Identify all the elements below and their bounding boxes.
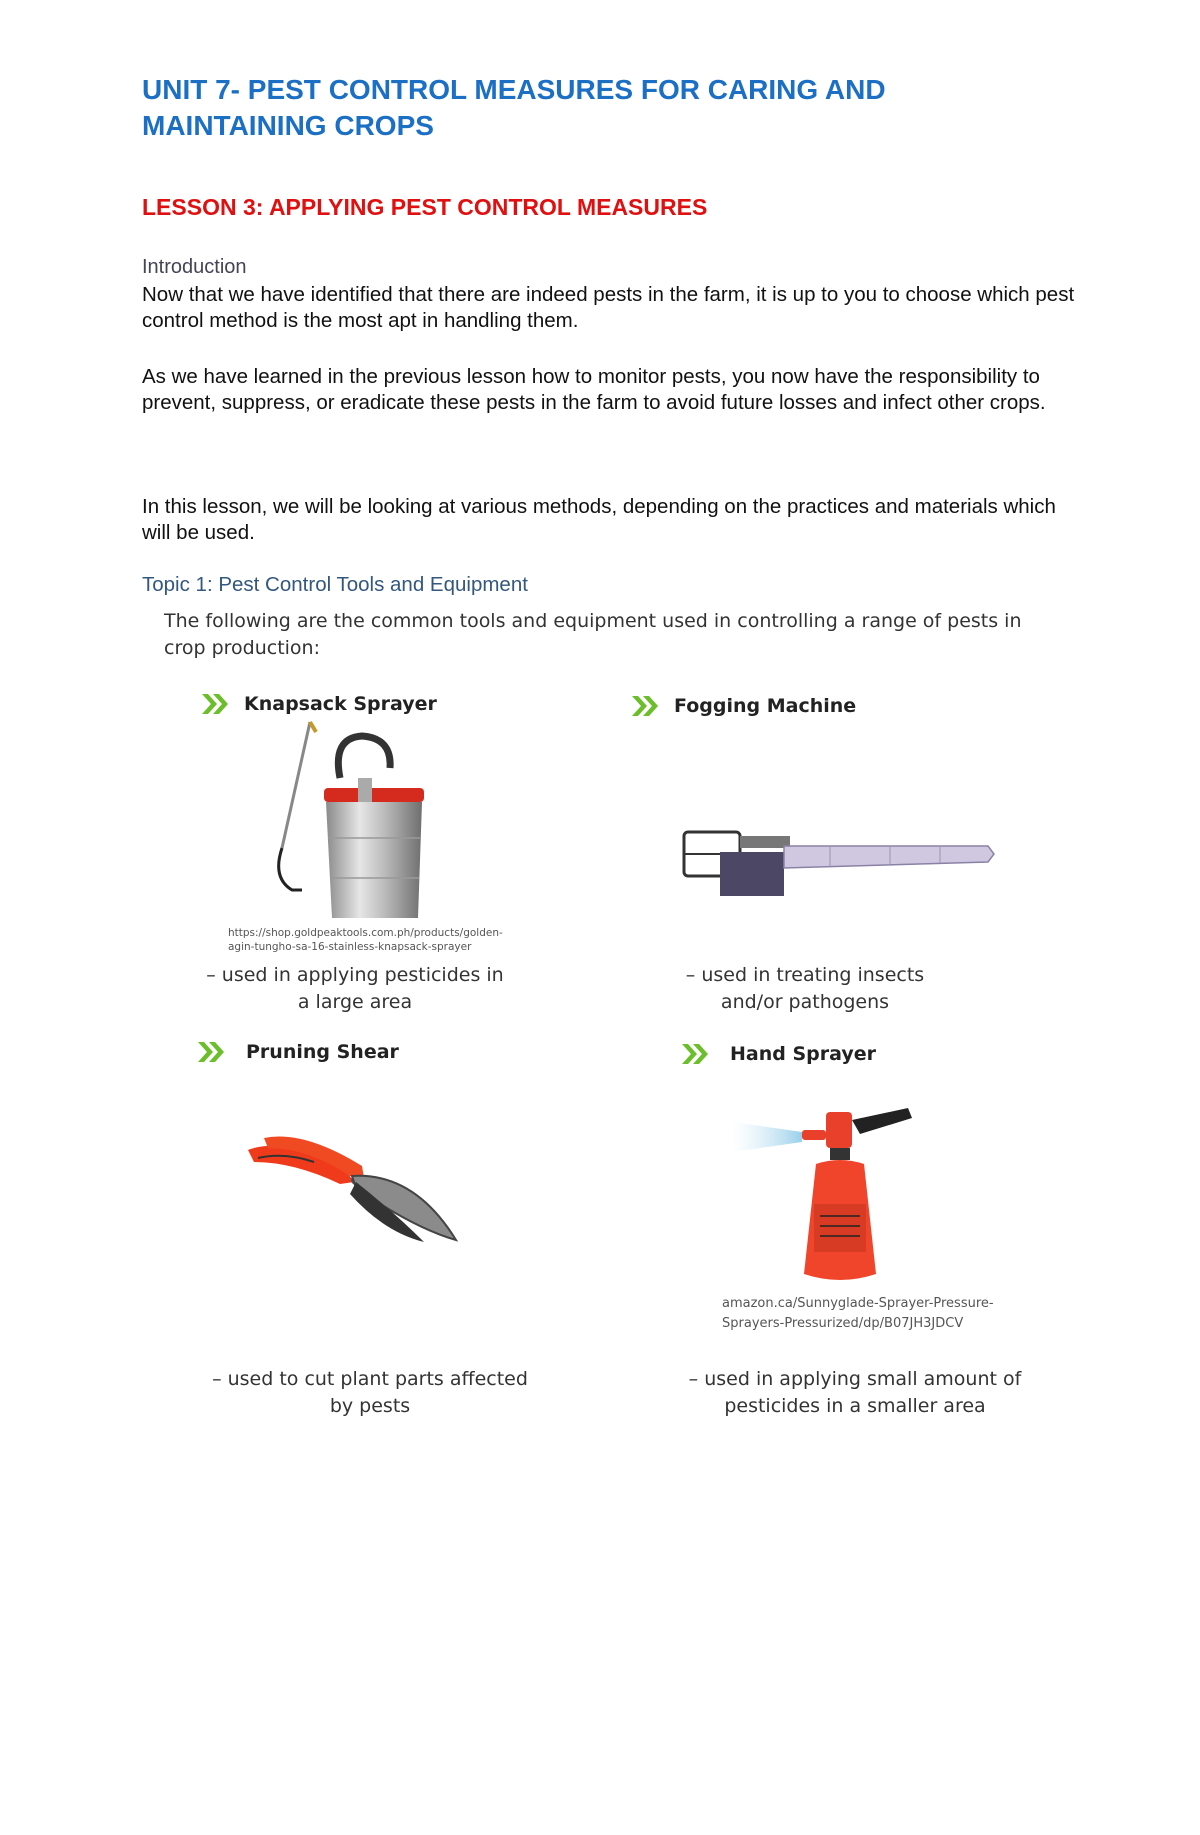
double-chevron-icon (630, 694, 660, 718)
intro-paragraph-3: In this lesson, we will be looking at various methods, depending on the practices and materials which will be used. (142, 495, 1056, 544)
tool-source-knapsack-sprayer: https://shop.goldpeaktools.com.ph/products/golden-agin-tungho-sa-16-stainless-knapsack-sprayer (228, 927, 503, 953)
double-chevron-icon (200, 692, 230, 716)
tool-description-hand-sprayer: – used in applying small amount of pesticides in a smaller area (688, 1368, 1022, 1417)
tool-source-hand-sprayer: amazon.ca/Sunnyglade-Sprayer-Pressure-Sprayers-Pressurized/dp/B07JH3JDCV (722, 1296, 994, 1331)
tool-name: Pruning Shear (246, 1041, 399, 1063)
lesson-title: LESSON 3: APPLYING PEST CONTROL MEASURES (142, 194, 708, 220)
tool-heading-knapsack-sprayer (200, 692, 437, 716)
tool-description-fogging-machine: – used in treating insects and/or pathogens (685, 964, 925, 1013)
tools-intro-text: The following are the common tools and equipment used in controlling a range of pests in crop production: (164, 610, 1022, 659)
tool-name: Hand Sprayer (730, 1043, 876, 1065)
topic-heading: Topic 1: Pest Control Tools and Equipment (142, 573, 528, 596)
intro-paragraph-1: Now that we have identified that there are indeed pests in the farm, it is up to you to choose which pest control method is the most apt in handling them. (142, 283, 1075, 332)
tool-heading-fogging-machine (630, 694, 856, 718)
knapsack-sprayer-icon (262, 718, 432, 928)
tool-description-knapsack-sprayer: – used in applying pesticides in a large area (206, 964, 504, 1013)
tool-heading-pruning-shear (196, 1040, 399, 1064)
pruning-shear-icon (244, 1132, 464, 1262)
tool-name: Fogging Machine (674, 695, 857, 717)
tool-heading-hand-sprayer (680, 1042, 876, 1066)
introduction-label: Introduction (142, 256, 247, 278)
unit-title: UNIT 7- PEST CONTROL MEASURES FOR CARING AND MAINTAINING CROPS (142, 74, 886, 141)
tool-name: Knapsack Sprayer (244, 693, 437, 715)
hand-sprayer-icon (730, 1104, 930, 1290)
intro-paragraph-2: As we have learned in the previous lesson how to monitor pests, you now have the responsibility to prevent, suppress, or eradicate these pests in the farm to avoid future losses and infect other crops. (142, 365, 1046, 414)
double-chevron-icon (680, 1042, 710, 1066)
fogging-machine-icon (680, 822, 1000, 902)
double-chevron-icon (196, 1040, 226, 1064)
tool-description-pruning-shear: – used to cut plant parts affected by pests (212, 1368, 528, 1417)
